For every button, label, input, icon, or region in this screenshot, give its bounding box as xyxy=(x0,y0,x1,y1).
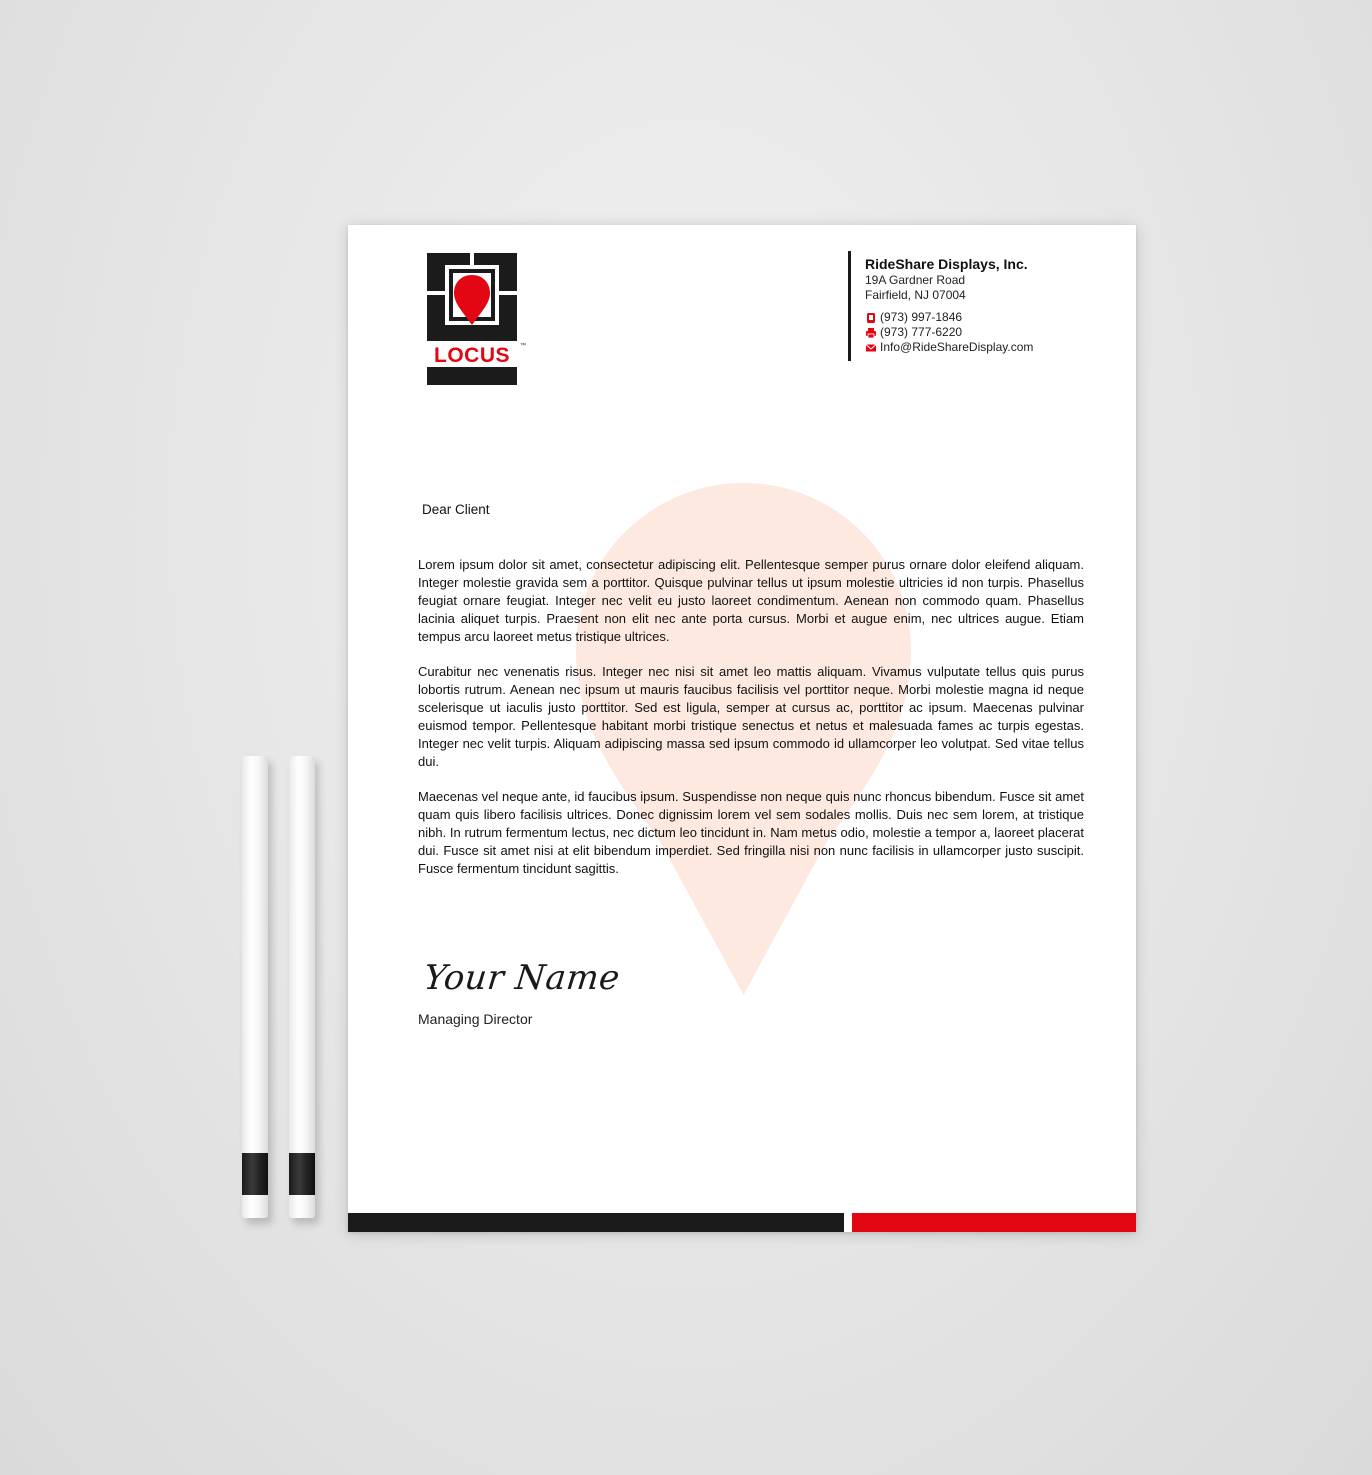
email-row xyxy=(865,340,1088,355)
signature: Your Name xyxy=(421,958,622,998)
company-name: RideShare Displays, Inc. xyxy=(865,256,1028,272)
pen-right xyxy=(289,756,315,1218)
phone-icon xyxy=(865,313,877,323)
fax-number: (973) 777-6220 xyxy=(880,325,963,339)
footer-bar-black xyxy=(348,1213,844,1232)
pen-left-band xyxy=(242,1153,268,1195)
email-address: Info@RideShareDisplay.com xyxy=(880,340,1034,354)
address-line-1: 19A Gardner Road xyxy=(865,273,966,287)
footer-bar-red xyxy=(852,1213,1136,1232)
pen-right-band xyxy=(289,1153,315,1195)
letter-paragraph-3: Maecenas vel neque ante, id faucibus ipsum. Suspendisse non neque quis nunc rhoncus bibendum. Fusce sit amet quam quis libero facilisis ultrices. Donec dignissim lorem vel sem sodales mollis. Duis nec sem lorem, at tristique nibh. In rutrum fermentum lectus, nec dictum leo tincidunt in. Nam metus odio, molestie a tempor a, laoreet placerat dui. Fusce sit amet nisi at elit bibendum imperdiet. Sed fringilla nisi non nunc facilisis in ullamcorper justo suscipit. Fusce fermentum tincidunt sagittis. xyxy=(418,789,1084,876)
pen-left xyxy=(242,756,268,1218)
logo-trademark: ™ xyxy=(520,343,526,349)
fax-row xyxy=(865,325,1088,340)
phone-row xyxy=(865,310,1088,325)
letter-greeting: Dear Client xyxy=(422,502,490,517)
letter-paragraph-2: Curabitur nec venenatis risus. Integer nec nisi sit amet leo mattis aliquam. Vivamus vulputate tellus quis purus lobortis rutrum. Aenean nec ipsum ut mauris faucibus facilisis vel porttitor neque. Morbi molestie magna id neque scelerisque ut iaculis justo porttitor. Sed est ligula, semper at cursus ac, porttitor ac ipsum. Maecenas pulvinar euismod tempor. Pellentesque habitant morbi tristique senectus et netus et malesuada fames ac turpis egestas. Integer nec velit turpis. Aliquam adipiscing massa sed ipsum commodo id ullamcorper leo volutpat. Sed vitae tellus dui. xyxy=(418,664,1084,769)
phone-number: (973) 997-1846 xyxy=(880,310,963,324)
locus-logo xyxy=(427,253,527,385)
email-icon xyxy=(865,343,877,353)
address-line-2: Fairfield, NJ 07004 xyxy=(865,288,966,302)
letter-paragraph-1: Lorem ipsum dolor sit amet, consectetur adipiscing elit. Pellentesque semper purus ornare dolor eleifend aliquam. Integer molestie gravida sem a porttitor. Quisque pulvinar tellus ut ipsum molestie ultricies id non turpis. Phasellus feugiat ornare feugiat. Integer nec velit eu justo laoreet condimentum. Aenean non commodo quam. Phasellus lacinia aliquet turpis. Praesent non elit nec ante porta cursus. Morbi et augue enim, nec ultrices augue. Etiam tempus arcu laoreet metus tristique ultrices. xyxy=(418,557,1084,644)
signature-title: Managing Director xyxy=(418,1011,533,1027)
logo-wordmark: LOCUS xyxy=(434,344,510,367)
fax-icon xyxy=(865,328,877,338)
letterhead-paper xyxy=(348,225,1136,1232)
contact-block xyxy=(848,251,1088,361)
